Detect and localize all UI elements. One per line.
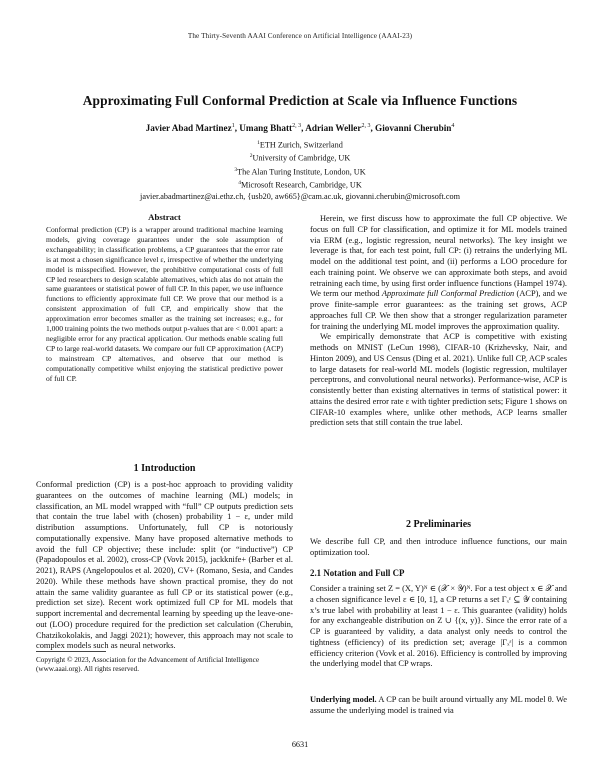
author-list: Javier Abad Martinez$^1$, Umang Bhatt$^{2, 3}$, Adrian Weller$^{2, 3}$, Giovanni Cherubin$^4$ <box>145 123 455 134</box>
introduction-text: Conformal prediction (CP) is a post-hoc approach to providing validity guarantees on the outcomes of machine learning (ML) models; in classification, an ML model wrapped with “full” CP outputs prediction sets that contain the true label with (chosen) probability 1 − ε, under mild distribution assumptions. Unfortunately, full CP is notoriously computationally expensive. Many have proposed alternative methods to avoid the full CP objective; these include: split (or “inductive”) CP (Papadopoulos et al. 2002), cross-CP (Vovk 2015), jackknife+ (Barber et al. 2021), RAPS (Angelopoulos et al. 2020), CV+ (Romano, Sesia, and Candes 2020). While these methods have shown practical promise, they do not attain the same validity guarantee as full CP or its statistical power (e.g., prediction set size). Recent work optimized full CP for ML models that support incremental and decremental learning by speeding up the leave-one-out (LOO) procedure required for the prediction set calculation (Cherubin, Chatzikokolakis, and Jaggi 2021); however, this approach may not scale to complex models such as neural networks. <box>36 480 293 651</box>
affiliation: $^2$University of Cambridge, UK <box>249 153 351 164</box>
paragraph: We empirically demonstrate that ACP is competitive with existing methods on MNIST (LeCun 1998), CIFAR-10 (Krizhevsky, Nair, and Hinton 2009), and US Census (Ding et al. 2021). Unlike full CP, ACP scales to large datasets for real-world ML models (logistic regression, multilayer perceptrons, and convolutional neural networks). Performance-wise, ACP is consistently better than existing alternatives in terms of statistical power: it attains the desired error rate ε with tighter prediction sets; Figure 1 shows on CIFAR-10 examples where, unlike other methods, ACP learns smaller prediction sets that still contain the true label. <box>310 332 567 428</box>
page-number: 6631 <box>291 740 309 749</box>
affiliations <box>40 138 560 202</box>
author-affil-mark: 1 <box>231 123 235 129</box>
paragraph-heading: Underlying model. <box>310 695 377 704</box>
paper-title: Approximating Full Conformal Prediction at Scale via Influence Functions <box>82 93 518 108</box>
venue-header: The Thirty-Seventh AAAI Conference on Artificial Intelligence (AAAI-23) <box>187 32 413 40</box>
author-affil-mark: 2, 3 <box>361 123 371 129</box>
author-affil-mark: 2, 3 <box>292 123 302 129</box>
abstract-heading: Abstract <box>148 212 181 222</box>
underlying-model-paragraph: Underlying model. A CP can be built around virtually any ML model θ. We assume the underlying model is trained via <box>310 695 567 715</box>
author-affil-mark: 4 <box>451 123 455 129</box>
method-name: Approximate full Conformal Prediction <box>381 289 515 299</box>
author-name: Umang Bhatt <box>239 123 293 134</box>
affiliation: $^4$Microsoft Research, Cambridge, UK <box>238 180 362 191</box>
section-heading-introduction: 1 Introduction <box>133 463 196 474</box>
preliminaries-text: We describe full CP, and then introduce influence functions, our main optimization tool. <box>310 537 567 557</box>
notation-text: Consider a training set Z = (X, Y)ᴺ ∈ (𝒳 × 𝒴)ᴺ. For a test object x ∈ 𝒳 and a chosen significance level ε ∈ [0, 1], a CP returns a set Γₓᵋ ⊆ 𝒴 containing x’s true label with probability at least 1 − ε. This guarantee (validity) holds for any exchangeable distribution on Z ∪ {(x, y)}. Since the error rate of a CP is guaranteed by validity, a data analyst only needs to control the tightness (efficiency) of its prediction set; average |Γₓᵋ| is a common efficiency criterion (Vovk et al. 2016). Efficiency is controlled by improving the underlying model that CP wraps. <box>310 584 567 669</box>
affiliation: $^1$ETH Zurich, Switzerland <box>257 140 343 150</box>
abstract-text: Conformal prediction (CP) is a wrapper around traditional machine learning models, giving coverage guarantees under the sole assumption of exchangeability; in classification problems, a CP guarantees that the error rate is at most a chosen significance level ε, irrespective of whether the underlying model is misspecified. However, the prohibitive computational costs of full CP led researchers to design scalable alternatives, which alas do not attain the same guarantees or statistical power of full CP. In this paper, we use influence functions to efficiently approximate full CP. We prove that our method is a consistent approximation of full CP, and empirically show that the approximation error becomes smaller as the training set increases; e.g., for 1,000 training points the two methods output p-values that are < 0.001 apart: a negligible error for any practical application. Our methods enable scaling full CP to large real-world datasets. We compare our full CP approximation (ACP) to mainstream CP alternatives, and observe that our method is computationally competitive whilst enjoying the statistical predictive power of full CP. <box>46 225 283 383</box>
author-name: Javier Abad Martinez <box>145 123 232 134</box>
copyright-footnote: Copyright © 2023, Association for the Advancement of Artificial Intelligence (www.aaai.org). All rights reserved. <box>36 656 260 674</box>
footnote-divider <box>36 651 106 652</box>
author-emails: javier.abadmartinez@ai.ethz.ch, {usb20, aw665}@cam.ac.uk, giovanni.cherubin@microsoft.com <box>140 191 460 201</box>
section-heading-preliminaries: 2 Preliminaries <box>405 519 472 530</box>
subsection-heading-notation: 2.1 Notation and Full CP <box>310 568 405 578</box>
right-column-intro <box>310 214 567 429</box>
author-name: Giovanni Cherubin <box>375 123 452 134</box>
affiliation: $^3$The Alan Turing Institute, London, UK <box>234 166 366 177</box>
paragraph: Herein, we first discuss how to approximate the full CP objective. We focus on full CP for classification, and optimize it for ML models trained via ERM (e.g., logistic regression, neural networks). The key insight we leverage is that, for each test point, full CP: (i) retrains the underlying ML model on the additional test point, and (ii) performs a LOO procedure for each training point. We observe we can approximate both steps, and avoid retraining each time, by using first order influence functions (Hampel 1974). We term our method Approximate full Conformal Prediction (ACP), and we prove finite-sample error guarantees: as the training set grows, ACP approaches full CP. We then show that a stronger regularization parameter for training the underlying ML model improves the approximation quality. <box>310 214 567 331</box>
author-name: Adrian Weller <box>305 123 362 134</box>
